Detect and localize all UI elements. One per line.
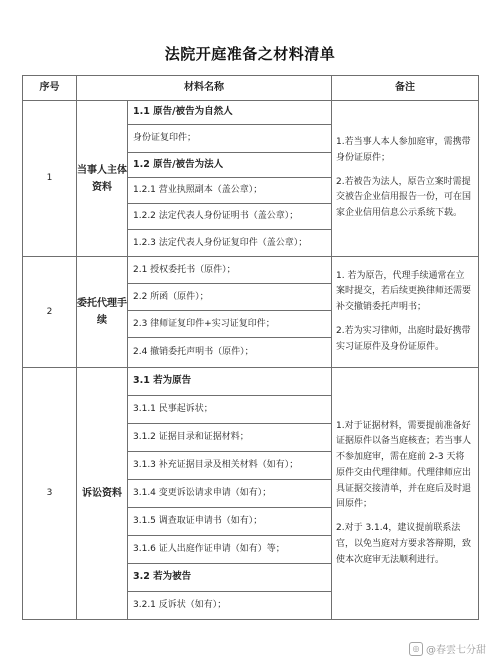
- item-cell: 1.2.3 法定代表人身份证复印件（盖公章）；: [128, 230, 332, 257]
- watermark-logo-icon: ◎: [409, 642, 423, 656]
- watermark: [409, 641, 486, 656]
- item-cell: 3.1.6 证人出庭作证申请（如有）等；: [128, 536, 332, 564]
- note-paragraph: 1. 若为原告，代理手续通常在立案时提交，若后续更换律师还需要补交撤销委托声明书；: [336, 270, 472, 313]
- section-seq: 3: [23, 368, 77, 620]
- section-seq: 1: [23, 101, 77, 257]
- item-cell: 2.4 撤销委托声明书（原件）；: [128, 338, 332, 368]
- materials-table: [22, 75, 479, 620]
- table-row: [23, 257, 479, 284]
- section-category: 当事人主体资料: [77, 101, 128, 257]
- watermark-text: @春雲七分甜: [426, 645, 486, 656]
- note-paragraph: 2.若为实习律师，出庭时最好携带实习证原件及身份证原件。: [336, 325, 471, 352]
- item-cell: 3.1.2 证据目录和证据材料；: [128, 424, 332, 452]
- header-seq: 序号: [23, 76, 77, 101]
- item-cell: 3.1.5 调查取证申请书（如有）；: [128, 508, 332, 536]
- section-notes: [332, 101, 479, 257]
- header-item: 材料名称: [77, 76, 332, 101]
- item-cell: 身份证复印件；: [128, 125, 332, 153]
- item-cell: 1.1 原告/被告为自然人: [128, 101, 332, 125]
- item-cell: 3.1 若为原告: [128, 368, 332, 396]
- table-header-row: [23, 76, 479, 101]
- section-notes: [332, 257, 479, 368]
- item-cell: 3.2 若为被告: [128, 564, 332, 592]
- document-title: 法院开庭准备之材料清单: [164, 45, 336, 63]
- section-seq: 2: [23, 257, 77, 368]
- note-paragraph: 2.若被告为法人，原告立案时需提交被告企业信用报告一份，可在国家企业信用信息公示系统下载。: [336, 176, 472, 219]
- section-category: 诉讼资料: [77, 368, 128, 620]
- item-cell: 2.1 授权委托书（原件）；: [128, 257, 332, 284]
- item-cell: 3.2.1 反诉状（如有）；: [128, 592, 332, 620]
- item-cell: 3.1.3 补充证据目录及相关材料（如有）；: [128, 452, 332, 480]
- note-paragraph: 1.对于证据材料，需要提前准备好证据原件以备当庭核查；若当事人不参加庭审，需在庭前 2-3 天将原件交由代理律师。代理律师应出具证据交接清单，并在庭后及时退回原件；: [336, 420, 472, 510]
- item-cell: 3.1.4 变更诉讼请求申请（如有）；: [128, 480, 332, 508]
- header-note: 备注: [332, 76, 479, 101]
- section-category: 委托代理手续: [77, 257, 128, 368]
- item-cell: 3.1.1 民事起诉状；: [128, 396, 332, 424]
- item-cell: 1.2.2 法定代表人身份证明书（盖公章）；: [128, 204, 332, 230]
- item-cell: 2.2 所函（原件）；: [128, 284, 332, 311]
- section-notes: [332, 368, 479, 620]
- table-row: [23, 368, 479, 396]
- item-cell: 2.3 律师证复印件+实习证复印件；: [128, 311, 332, 338]
- note-paragraph: 2.对于 3.1.4，建议提前联系法官，以免当庭对方要求答辩期，致使本次庭审无法顺利进行。: [336, 523, 472, 565]
- note-paragraph: 1.若当事人本人参加庭审，需携带身份证原件；: [336, 137, 471, 163]
- item-cell: 1.2 原告/被告为法人: [128, 153, 332, 178]
- item-cell: 1.2.1 营业执照副本（盖公章）；: [128, 178, 332, 204]
- table-row: [23, 101, 479, 125]
